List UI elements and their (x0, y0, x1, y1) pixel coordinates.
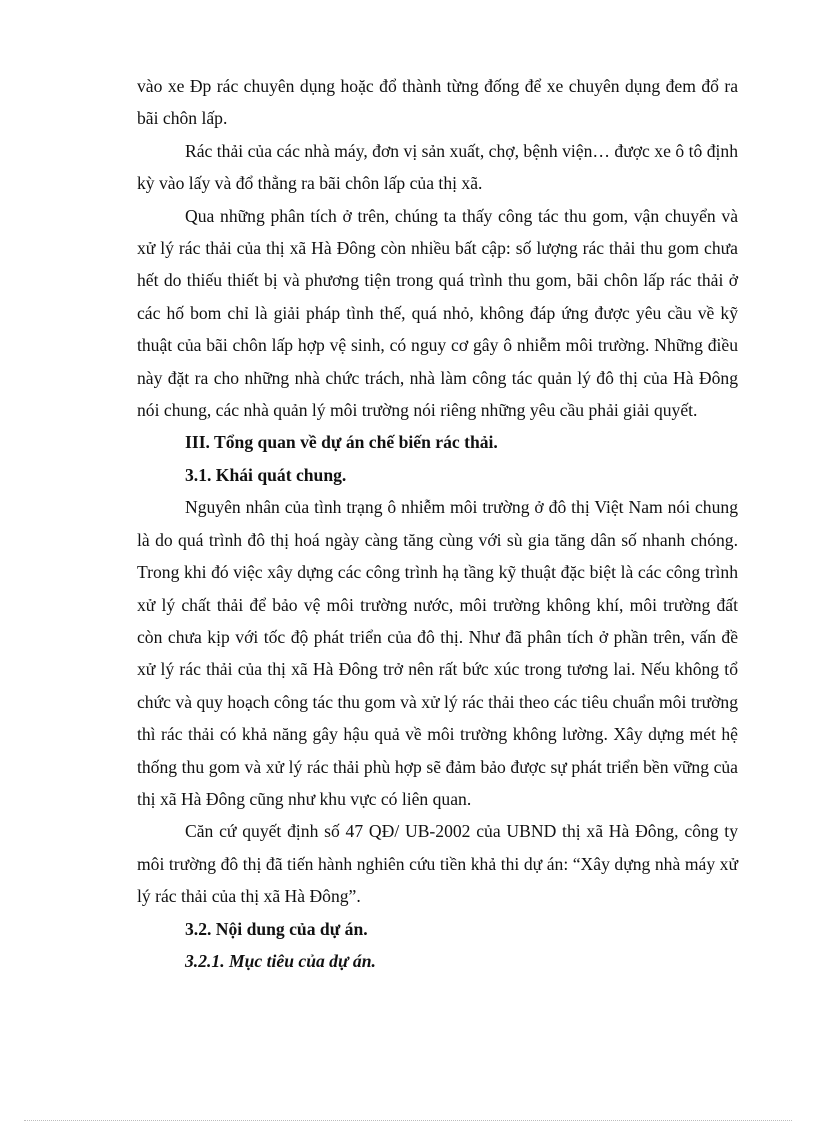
section-heading-3-1: 3.1. Khái quát chung. (185, 464, 347, 485)
section-heading-3-2-1: 3.2.1. Mục tiêu của dự án. (185, 950, 376, 971)
paragraph-analysis: Qua những phân tích ở trên, chúng ta thấy công tác thu gom, vận chuyển và xử lý rác thải của thị xã Hà Đông còn nhiều bất cập: số lượng rác thải thu gom chưa hết do thiếu thiết bị và phương tiện trong quá trình thu gom, bãi chôn lấp rác thải ở các hố bom chỉ là giải pháp tình thế, quá nhỏ, không đáp ứng được yêu cầu về kỹ thuật của bãi chôn lấp hợp vệ sinh, có nguy cơ gây ô nhiễm môi trường. Những điều này đặt ra cho những nhà chức trách, nhà làm công tác quản lý đô thị của Hà Đông nói chung, các nhà quản lý môi trường nói riêng những yêu cầu phải giải quyết. (137, 205, 738, 421)
paragraph-causes: Nguyên nhân của tình trạng ô nhiễm môi trường ở đô thị Việt Nam nói chung là do quá trình đô thị hoá ngày càng tăng cùng với sù gia tăng dân số nhanh chóng. Trong khi đó việc xây dựng các công trình hạ tầng kỹ thuật đặc biệt là các công trình xử lý chất thải để bảo vệ môi trường nước, môi trường không khí, môi trường đất còn chưa kịp với tốc độ phát triển của đô thị. Như đã phân tích ở phần trên, vấn đề xử lý rác thải của thị xã Hà Đông trở nên rất bức xúc trong tương lai. Nếu không tổ chức và quy hoạch công tác thu gom và xử lý rác thải theo các tiêu chuẩn môi trường thì rác thải có khả năng gây hậu quả về môi trường không lường. Xây dựng mét hệ thống thu gom và xử lý rác thải phù hợp sẽ đảm bảo được sự phát triển bền vững của thị xã Hà Đông cũng như khu vực có liên quan. (137, 497, 738, 809)
page-bottom-divider (24, 1120, 792, 1121)
section-heading-3-2: 3.2. Nội dung của dự án. (185, 918, 368, 939)
paragraph-continuation: vào xe Đp rác chuyên dụng hoặc đổ thành từng đống để xe chuyên dụng đem đổ ra bãi chôn lấp. (137, 76, 738, 129)
section-heading-iii: III. Tổng quan về dự án chế biến rác thải. (185, 432, 498, 453)
document-page (137, 70, 738, 977)
paragraph-decision: Căn cứ quyết định số 47 QĐ/ UB-2002 của UBND thị xã Hà Đông, công ty môi trường đô thị đã tiến hành nghiên cứu tiền khả thi dự án: “Xây dựng nhà máy xử lý rác thải của thị xã Hà Đông”. (137, 821, 738, 907)
paragraph-factory-waste: Rác thải của các nhà máy, đơn vị sản xuất, chợ, bệnh viện… được xe ô tô định kỳ vào lấy và đổ thẳng ra bãi chôn lấp của thị xã. (137, 140, 738, 194)
